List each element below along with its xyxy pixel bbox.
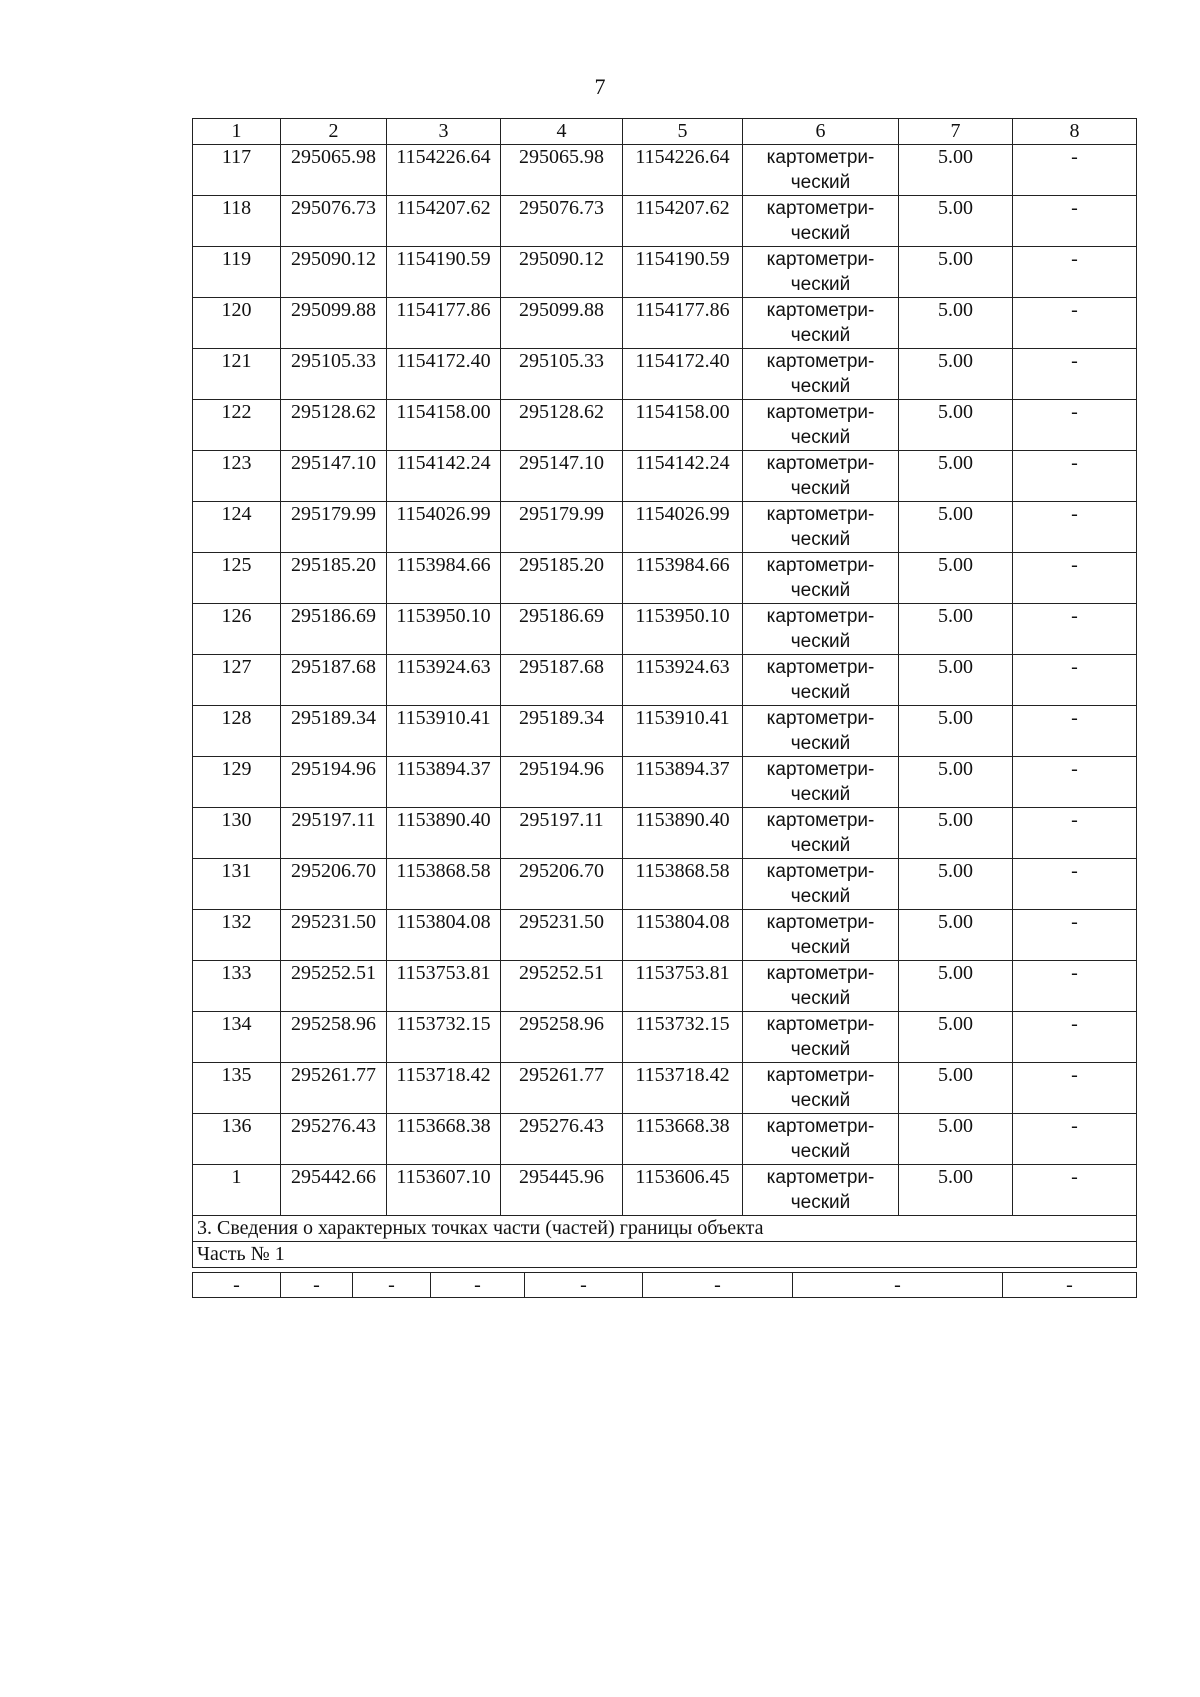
table-cell: 134 <box>193 1012 281 1063</box>
table-cell: 133 <box>193 961 281 1012</box>
part-cell: - <box>793 1273 1003 1298</box>
table-cell: 1153868.58 <box>387 859 501 910</box>
table-cell: 5.00 <box>899 655 1013 706</box>
method-cell: картометри- ческий <box>743 859 899 910</box>
table-cell: - <box>1013 604 1137 655</box>
table-row <box>193 808 1137 859</box>
table-cell: 1153606.45 <box>623 1165 743 1216</box>
part-label: Часть № 1 <box>193 1242 1137 1268</box>
table-cell: 1153607.10 <box>387 1165 501 1216</box>
method-cell: картометри- ческий <box>743 145 899 196</box>
table-cell: 122 <box>193 400 281 451</box>
table-cell: 295197.11 <box>281 808 387 859</box>
table-cell: - <box>1013 451 1137 502</box>
table-cell: 295252.51 <box>501 961 623 1012</box>
table-cell: - <box>1013 961 1137 1012</box>
table-cell: 136 <box>193 1114 281 1165</box>
header-cell: 2 <box>281 119 387 145</box>
table-cell: 295065.98 <box>501 145 623 196</box>
table-cell: 1154158.00 <box>387 400 501 451</box>
table-row <box>193 961 1137 1012</box>
table-cell: 1153804.08 <box>623 910 743 961</box>
method-cell: картометри- ческий <box>743 451 899 502</box>
table-row <box>193 910 1137 961</box>
table-row <box>193 604 1137 655</box>
table-cell: 295185.20 <box>501 553 623 604</box>
table-cell: - <box>1013 1012 1137 1063</box>
table-cell: - <box>1013 859 1137 910</box>
table-cell: 1154142.24 <box>387 451 501 502</box>
table-cell: 127 <box>193 655 281 706</box>
method-cell: картометри- ческий <box>743 553 899 604</box>
table-cell: 130 <box>193 808 281 859</box>
part-cell: - <box>525 1273 643 1298</box>
table-cell: 295206.70 <box>501 859 623 910</box>
table-cell: - <box>1013 298 1137 349</box>
table-cell: 5.00 <box>899 349 1013 400</box>
table-cell: - <box>1013 1165 1137 1216</box>
table-cell: 1154207.62 <box>387 196 501 247</box>
table-cell: 1153668.38 <box>387 1114 501 1165</box>
header-cell: 5 <box>623 119 743 145</box>
table-cell: 131 <box>193 859 281 910</box>
table-cell: 295258.96 <box>281 1012 387 1063</box>
table-cell: 126 <box>193 604 281 655</box>
table-cell: 295194.96 <box>501 757 623 808</box>
table-cell: 295261.77 <box>281 1063 387 1114</box>
header-cell: 7 <box>899 119 1013 145</box>
table-cell: 1153894.37 <box>387 757 501 808</box>
table-row <box>193 655 1137 706</box>
header-row <box>193 119 1137 145</box>
table-cell: 295206.70 <box>281 859 387 910</box>
table-cell: 1154190.59 <box>387 247 501 298</box>
table-cell: 5.00 <box>899 1012 1013 1063</box>
table-row <box>193 145 1137 196</box>
table-row <box>193 298 1137 349</box>
table-row <box>193 196 1137 247</box>
part-cell: - <box>281 1273 353 1298</box>
table-cell: 295076.73 <box>501 196 623 247</box>
table-cell: 5.00 <box>899 451 1013 502</box>
table-cell: 1153924.63 <box>387 655 501 706</box>
method-cell: картометри- ческий <box>743 961 899 1012</box>
table-cell: 295189.34 <box>501 706 623 757</box>
table-cell: 295442.66 <box>281 1165 387 1216</box>
table-cell: - <box>1013 757 1137 808</box>
table-cell: 295186.69 <box>281 604 387 655</box>
table-cell: - <box>1013 1114 1137 1165</box>
header-cell: 6 <box>743 119 899 145</box>
table-cell: 119 <box>193 247 281 298</box>
table-cell: 5.00 <box>899 757 1013 808</box>
table-cell: 295186.69 <box>501 604 623 655</box>
method-cell: картометри- ческий <box>743 655 899 706</box>
table-cell: - <box>1013 247 1137 298</box>
section-title: 3. Сведения о характерных точках части (частей) границы объекта <box>193 1216 1137 1242</box>
table-cell: 295258.96 <box>501 1012 623 1063</box>
part-cell: - <box>431 1273 525 1298</box>
table-cell: 5.00 <box>899 1165 1013 1216</box>
method-cell: картометри- ческий <box>743 1114 899 1165</box>
page-number: 7 <box>594 74 606 99</box>
table-cell: 5.00 <box>899 859 1013 910</box>
table-cell: 1153984.66 <box>387 553 501 604</box>
table-cell: 117 <box>193 145 281 196</box>
table-cell: 1154172.40 <box>387 349 501 400</box>
table-cell: 135 <box>193 1063 281 1114</box>
table-cell: 1153950.10 <box>387 604 501 655</box>
table-row <box>193 502 1137 553</box>
table-cell: 5.00 <box>899 910 1013 961</box>
method-cell: картометри- ческий <box>743 757 899 808</box>
table-cell: 295187.68 <box>281 655 387 706</box>
method-cell: картометри- ческий <box>743 247 899 298</box>
table-cell: 5.00 <box>899 553 1013 604</box>
table-cell: 1154177.86 <box>387 298 501 349</box>
table-cell: 1153732.15 <box>623 1012 743 1063</box>
table-row <box>193 1114 1137 1165</box>
table-cell: 295128.62 <box>281 400 387 451</box>
table-cell: 1153668.38 <box>623 1114 743 1165</box>
table-cell: 5.00 <box>899 502 1013 553</box>
method-cell: картометри- ческий <box>743 502 899 553</box>
table-cell: 5.00 <box>899 808 1013 859</box>
table-cell: 5.00 <box>899 604 1013 655</box>
part-cell: - <box>353 1273 431 1298</box>
table-cell: - <box>1013 655 1137 706</box>
table-cell: - <box>1013 910 1137 961</box>
table-cell: 295189.34 <box>281 706 387 757</box>
table-cell: 295147.10 <box>501 451 623 502</box>
table-cell: 5.00 <box>899 196 1013 247</box>
table-cell: - <box>1013 400 1137 451</box>
header-cell: 1 <box>193 119 281 145</box>
table-row <box>193 1063 1137 1114</box>
table-cell: - <box>1013 349 1137 400</box>
table-row <box>193 451 1137 502</box>
table-cell: 295105.33 <box>501 349 623 400</box>
table-cell: - <box>1013 553 1137 604</box>
table-cell: 5.00 <box>899 1063 1013 1114</box>
table-cell: 1154026.99 <box>387 502 501 553</box>
table-cell: 128 <box>193 706 281 757</box>
table-cell: 295276.43 <box>501 1114 623 1165</box>
table-cell: 295099.88 <box>501 298 623 349</box>
table-cell: 295076.73 <box>281 196 387 247</box>
table-cell: 295445.96 <box>501 1165 623 1216</box>
table-cell: 295090.12 <box>501 247 623 298</box>
table-cell: 1154190.59 <box>623 247 743 298</box>
table-cell: 295185.20 <box>281 553 387 604</box>
header-cell: 3 <box>387 119 501 145</box>
table-cell: 1153718.42 <box>387 1063 501 1114</box>
table-cell: 5.00 <box>899 247 1013 298</box>
table-cell: 5.00 <box>899 961 1013 1012</box>
part-cell: - <box>643 1273 793 1298</box>
table-cell: 121 <box>193 349 281 400</box>
part-cell: - <box>193 1273 281 1298</box>
table-cell: 295231.50 <box>281 910 387 961</box>
table-cell: 1153910.41 <box>387 706 501 757</box>
table-cell: - <box>1013 502 1137 553</box>
header-cell: 4 <box>501 119 623 145</box>
table-cell: 1154226.64 <box>623 145 743 196</box>
method-cell: картометри- ческий <box>743 1165 899 1216</box>
table-cell: 1153910.41 <box>623 706 743 757</box>
table-cell: 295252.51 <box>281 961 387 1012</box>
table-row <box>193 247 1137 298</box>
method-cell: картометри- ческий <box>743 400 899 451</box>
table-cell: 295090.12 <box>281 247 387 298</box>
table-row <box>193 1165 1137 1216</box>
table-cell: 125 <box>193 553 281 604</box>
table-cell: 123 <box>193 451 281 502</box>
table-cell: 129 <box>193 757 281 808</box>
table-cell: 295194.96 <box>281 757 387 808</box>
coordinates-table-body <box>193 119 1137 1268</box>
table-cell: 1153984.66 <box>623 553 743 604</box>
table-cell: 295147.10 <box>281 451 387 502</box>
table-cell: 1154142.24 <box>623 451 743 502</box>
table-cell: 120 <box>193 298 281 349</box>
table-row <box>193 706 1137 757</box>
table-cell: 1154177.86 <box>623 298 743 349</box>
part-cell: - <box>1003 1273 1137 1298</box>
table-cell: 1153894.37 <box>623 757 743 808</box>
table-cell: 124 <box>193 502 281 553</box>
method-cell: картометри- ческий <box>743 910 899 961</box>
table-cell: 1 <box>193 1165 281 1216</box>
table-cell: 1154158.00 <box>623 400 743 451</box>
method-cell: картометри- ческий <box>743 808 899 859</box>
method-cell: картометри- ческий <box>743 604 899 655</box>
table-row <box>193 1012 1137 1063</box>
table-cell: 295187.68 <box>501 655 623 706</box>
part-table <box>192 1272 1137 1298</box>
method-cell: картометри- ческий <box>743 1063 899 1114</box>
table-cell: 1154207.62 <box>623 196 743 247</box>
table-cell: 132 <box>193 910 281 961</box>
part-table-body <box>193 1273 1137 1298</box>
table-cell: 1153718.42 <box>623 1063 743 1114</box>
table-cell: 5.00 <box>899 145 1013 196</box>
table-cell: - <box>1013 808 1137 859</box>
table-cell: 295179.99 <box>501 502 623 553</box>
table-cell: 295261.77 <box>501 1063 623 1114</box>
table-cell: 118 <box>193 196 281 247</box>
table-cell: 295231.50 <box>501 910 623 961</box>
table-cell: 1153890.40 <box>387 808 501 859</box>
part-row <box>193 1273 1137 1298</box>
header-cell: 8 <box>1013 119 1137 145</box>
method-cell: картометри- ческий <box>743 1012 899 1063</box>
table-cell: 295179.99 <box>281 502 387 553</box>
table-cell: 5.00 <box>899 706 1013 757</box>
table-cell: - <box>1013 1063 1137 1114</box>
method-cell: картометри- ческий <box>743 349 899 400</box>
table-cell: 1154172.40 <box>623 349 743 400</box>
table-cell: 295105.33 <box>281 349 387 400</box>
method-cell: картометри- ческий <box>743 298 899 349</box>
table-cell: 5.00 <box>899 400 1013 451</box>
table-row <box>193 757 1137 808</box>
table-row <box>193 400 1137 451</box>
coordinates-table <box>192 118 1137 1268</box>
table-cell: 5.00 <box>899 298 1013 349</box>
table-cell: - <box>1013 145 1137 196</box>
table-cell: 1153804.08 <box>387 910 501 961</box>
table-cell: 1153732.15 <box>387 1012 501 1063</box>
table-cell: 1154226.64 <box>387 145 501 196</box>
table-cell: 1153753.81 <box>623 961 743 1012</box>
table-row <box>193 553 1137 604</box>
table-cell: 295197.11 <box>501 808 623 859</box>
table-cell: - <box>1013 196 1137 247</box>
section-title-row <box>193 1216 1137 1242</box>
table-cell: 295128.62 <box>501 400 623 451</box>
table-row <box>193 859 1137 910</box>
table-cell: 1153890.40 <box>623 808 743 859</box>
table-cell: - <box>1013 706 1137 757</box>
table-cell: 295099.88 <box>281 298 387 349</box>
table-cell: 5.00 <box>899 1114 1013 1165</box>
table-cell: 295276.43 <box>281 1114 387 1165</box>
table-cell: 1153924.63 <box>623 655 743 706</box>
table-cell: 1153950.10 <box>623 604 743 655</box>
table-row <box>193 349 1137 400</box>
part-label-row <box>193 1242 1137 1268</box>
table-cell: 1154026.99 <box>623 502 743 553</box>
table-cell: 295065.98 <box>281 145 387 196</box>
table-cell: 1153868.58 <box>623 859 743 910</box>
table-cell: 1153753.81 <box>387 961 501 1012</box>
method-cell: картометри- ческий <box>743 706 899 757</box>
method-cell: картометри- ческий <box>743 196 899 247</box>
